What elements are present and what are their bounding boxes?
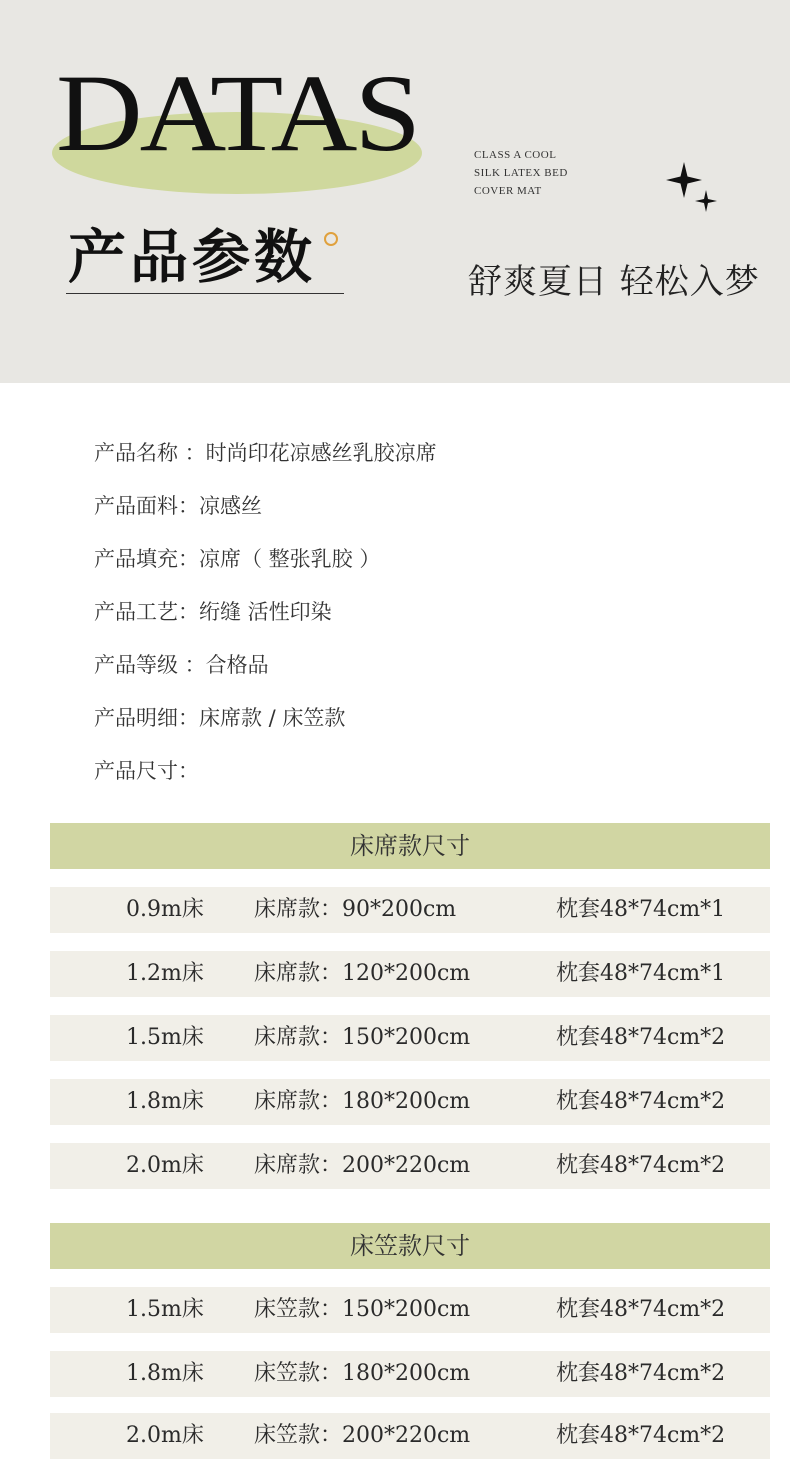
fitted-size: 床笠款：150*200cm <box>254 1297 471 1322</box>
pillowcase-size: 枕套48*74cm*2 <box>556 1423 726 1448</box>
fitted-size: 床笠款：180*200cm <box>254 1361 471 1386</box>
table-row <box>50 887 770 933</box>
pillowcase-size: 枕套48*74cm*2 <box>556 1361 726 1386</box>
bed-size: 2.0m床 <box>126 1153 204 1178</box>
table-row <box>50 1015 770 1061</box>
hero-title: DATAS <box>56 51 419 174</box>
table-row <box>50 1079 770 1125</box>
slogan: 舒爽夏日 轻松入梦 <box>468 262 760 302</box>
table-row <box>50 951 770 997</box>
hero-banner <box>0 0 790 383</box>
table-row <box>50 1143 770 1189</box>
tagline-line: COVER MAT <box>474 185 542 197</box>
spec-item: 产品面料：凉感丝 <box>94 494 262 518</box>
subtitle-underline <box>66 293 344 294</box>
mat-size: 床席款：150*200cm <box>254 1025 471 1050</box>
size-table-fitted <box>50 1223 770 1459</box>
pillowcase-size: 枕套48*74cm*2 <box>556 1153 726 1178</box>
table-title: 床席款尺寸 <box>50 823 770 869</box>
fitted-size: 床笠款：200*220cm <box>254 1423 471 1448</box>
spec-item: 产品尺寸： <box>94 759 199 783</box>
pillowcase-size: 枕套48*74cm*2 <box>556 1089 726 1114</box>
sparkle-icon <box>664 160 720 216</box>
table-row <box>50 1287 770 1333</box>
bed-size: 1.5m床 <box>126 1025 204 1050</box>
spec-item: 产品填充：凉席（ 整张乳胶 ） <box>94 547 381 571</box>
mat-size: 床席款：90*200cm <box>254 897 457 922</box>
tagline-line: CLASS A COOL <box>474 149 557 161</box>
hero-subtitle: 产品参数 <box>68 223 317 291</box>
mat-size: 床席款：200*220cm <box>254 1153 471 1178</box>
spec-item: 产品明细：床席款 / 床笠款 <box>94 706 346 730</box>
spec-item: 产品工艺：绗缝 活性印染 <box>94 600 332 624</box>
bed-size: 0.9m床 <box>126 897 204 922</box>
bed-size: 1.5m床 <box>126 1297 204 1322</box>
mat-size: 床席款：120*200cm <box>254 961 471 986</box>
bed-size: 1.2m床 <box>126 961 204 986</box>
table-title: 床笠款尺寸 <box>50 1223 770 1269</box>
bed-size: 1.8m床 <box>126 1361 204 1386</box>
tagline-line: SILK LATEX BED <box>474 167 568 179</box>
pillowcase-size: 枕套48*74cm*2 <box>556 1025 726 1050</box>
bed-size: 2.0m床 <box>126 1423 204 1448</box>
mat-size: 床席款：180*200cm <box>254 1089 471 1114</box>
bed-size: 1.8m床 <box>126 1089 204 1114</box>
size-table-mat <box>50 823 770 1189</box>
spec-item: 产品等级 ：合格品 <box>94 653 269 677</box>
pillowcase-size: 枕套48*74cm*2 <box>556 1297 726 1322</box>
spec-item: 产品名称 ：时尚印花凉感丝乳胶凉席 <box>94 441 437 465</box>
pillowcase-size: 枕套48*74cm*1 <box>556 961 726 986</box>
tagline <box>474 146 568 200</box>
circle-dot-icon <box>324 232 338 246</box>
table-row <box>50 1351 770 1397</box>
spec-list <box>94 438 437 809</box>
table-row <box>50 1413 770 1459</box>
pillowcase-size: 枕套48*74cm*1 <box>556 897 726 922</box>
